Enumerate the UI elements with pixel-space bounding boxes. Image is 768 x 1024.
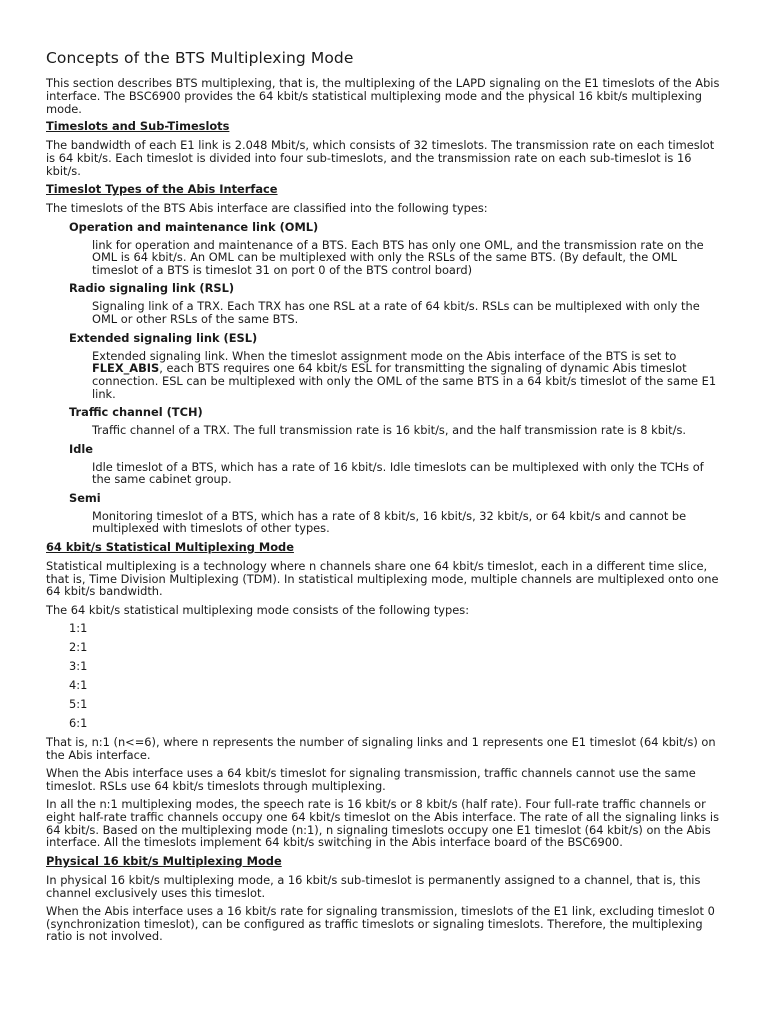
section-heading-statistical: 64 kbit/s Statistical Multiplexing Mode <box>46 539 294 554</box>
list-item: 3:1 <box>69 658 88 673</box>
paragraph-signaling-timeslot: When the Abis interface uses a 64 kbit/s timeslot for signaling transmission, traffic channels cannot use the same timeslot. RSLs use 64 kbit/s timeslots through multiplexing. <box>46 765 696 793</box>
flex-abis-keyword: FLEX_ABIS <box>92 361 160 376</box>
definition-esl <box>46 350 722 401</box>
paragraph-n1-definition: That is, n:1 (n<=6), where n represents the number of signaling links and 1 represents one E1 timeslot (64 kbit/s) on the Abis interface. <box>46 734 716 762</box>
definition-rsl: Signaling link of a TRX. Each TRX has one RSL at a rate of 64 kbit/s. RSLs can be multiplexed with only the OML or other RSLs of the same BTS. <box>92 299 700 327</box>
intro-paragraph: This section describes BTS multiplexing, that is, the multiplexing of the LAPD signaling on the E1 timeslots of the Abis interface. The BSC6900 provides the 64 kbit/s statistical multiplexing mode and the physical 16 kbit/s multiplexing mode. <box>46 76 720 116</box>
paragraph-speech-rate: In all the n:1 multiplexing modes, the speech rate is 16 kbit/s or 8 kbit/s (half rate). Four full-rate traffic channels or eight half-rate traffic channels occupy one 64 kbit/s timeslot on the Abis interface. The rate of all the signaling links is 64 kbit/s. Based on the multiplexing mode (n:1), n signaling timeslots occupy one E1 timeslot (64 kbit/s) on the Abis interface. All the timeslots implement 64 kbit/s switching in the Abis interface board of the BSC6900. <box>46 797 720 850</box>
paragraph-statistical-types: The 64 kbit/s statistical multiplexing mode consists of the following types: <box>46 602 470 617</box>
paragraph-types-intro: The timeslots of the BTS Abis interface are classified into the following types: <box>46 201 488 216</box>
term-rsl: Radio signaling link (RSL) <box>69 281 235 296</box>
definition-tch: Traffic channel of a TRX. The full transmission rate is 16 kbit/s, and the half transmission rate is 8 kbit/s. <box>92 423 687 438</box>
page-title: Concepts of the BTS Multiplexing Mode <box>46 49 354 67</box>
paragraph-e1-bandwidth: The bandwidth of each E1 link is 2.048 Mbit/s, which consists of 32 timeslots. The transmission rate on each timeslot is 64 kbit/s. Each timeslot is divided into four sub-timeslots, and the transmission rate on each sub-timeslot is 16 kbit/s. <box>46 138 715 178</box>
definition-semi: Monitoring timeslot of a BTS, which has a rate of 8 kbit/s, 16 kbit/s, 32 kbit/s, or 64 kbit/s and cannot be multiplexed with timeslots of other types. <box>92 508 687 536</box>
list-item: 2:1 <box>69 639 88 654</box>
paragraph-statistical-intro: Statistical multiplexing is a technology where n channels share one 64 kbit/s timeslot, each in a different time slice, that is, Time Division Multiplexing (TDM). In statistical multiplexing mode, multiple channels are multiplexed onto one 64 kbit/s bandwidth. <box>46 558 719 599</box>
definition-esl-text-b: , each BTS requires one 64 kbit/s ESL for transmitting the signaling of dynamic Abis timeslot connection. ESL can be multiplexed with only the OML of the same BTS in a 64 kbit/s timeslot of the same E1 link. <box>92 361 717 401</box>
term-semi: Semi <box>69 490 101 505</box>
list-item: 5:1 <box>69 696 88 711</box>
definition-esl-text-a: Extended signaling link. When the timeslot assignment mode on the Abis interface of the BTS is set to <box>92 348 677 363</box>
section-heading-timeslots: Timeslots and Sub-Timeslots <box>46 119 230 134</box>
list-item: 4:1 <box>69 677 88 692</box>
term-oml: Operation and maintenance link (OML) <box>69 219 319 234</box>
term-esl: Extended signaling link (ESL) <box>69 330 258 345</box>
term-tch: Traffic channel (TCH) <box>69 405 203 420</box>
list-item: 6:1 <box>69 715 88 730</box>
definition-idle: Idle timeslot of a BTS, which has a rate of 16 kbit/s. Idle timeslots can be multiplexed with only the TCHs of the same cabinet group. <box>92 459 704 487</box>
paragraph-physical-signaling: When the Abis interface uses a 16 kbit/s rate for signaling transmission, timeslots of the E1 link, excluding timeslot 0 (synchronization timeslot), can be configured as traffic timeslots or signaling timeslots. Therefore, the multiplexing ratio is not involved. <box>46 903 715 944</box>
section-heading-timeslot-types: Timeslot Types of the Abis Interface <box>46 182 278 197</box>
list-item: 1:1 <box>69 620 88 635</box>
section-heading-physical: Physical 16 kbit/s Multiplexing Mode <box>46 853 282 868</box>
term-idle: Idle <box>69 441 94 456</box>
definition-oml: link for operation and maintenance of a BTS. Each BTS has only one OML, and the transmission rate on the OML is 64 kbit/s. An OML can be multiplexed with only the RSLs of the same BTS. (By default, the OML timeslot of a BTS is timeslot 31 on port 0 of the BTS control board) <box>92 237 704 278</box>
paragraph-physical-mode: In physical 16 kbit/s multiplexing mode, a 16 kbit/s sub-timeslot is permanently assigned to a channel, that is, this channel exclusively uses this timeslot. <box>46 872 701 900</box>
